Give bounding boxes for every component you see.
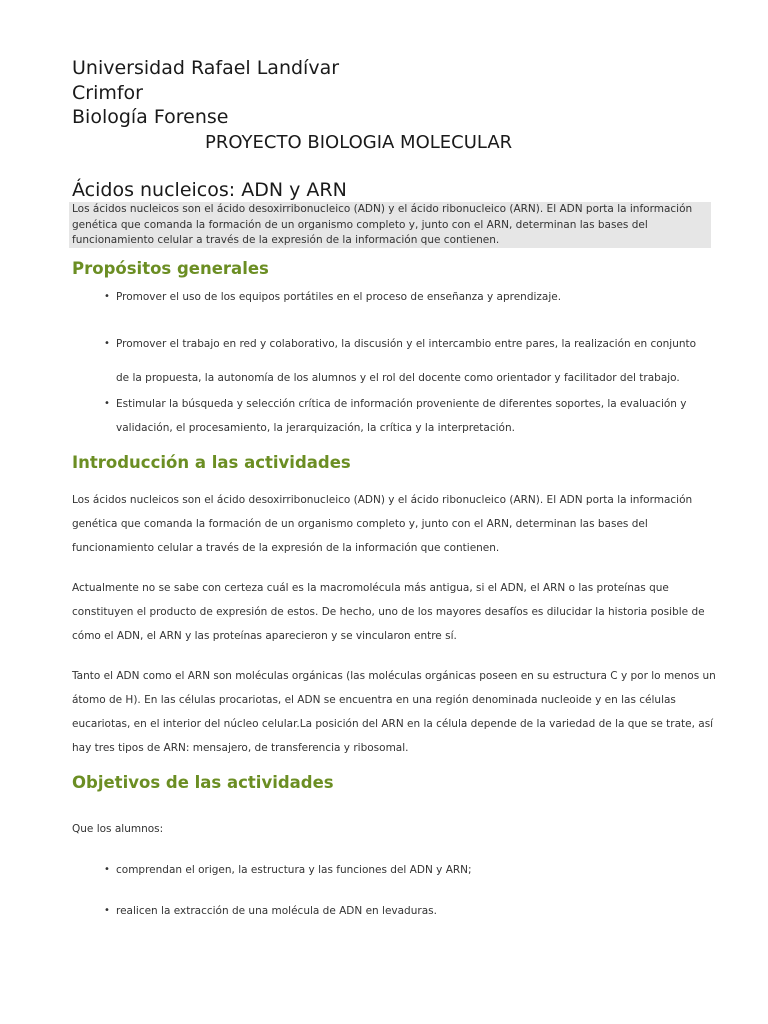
paragraph: Los ácidos nucleicos son el ácido desoxirribonucleico (ADN) y el ácido ribonucleico (ARN). El ADN porta la información genética que comanda la formación de un organismo completo y, junto con el ARN, determinan las bases del funcionamiento celular a través de la expresión de la información que contienen. — [72, 494, 693, 554]
list-item: • Estimular la búsqueda y selección crítica de información proveniente de diferentes soportes, la evaluación y validación, el procesamiento, la jerarquización, la crítica y la interpretación. — [104, 392, 704, 440]
list-item: • realicen la extracción de una molécula de ADN en levaduras. — [104, 899, 704, 923]
nucleic-acids-title: Ácidos nucleicos: ADN y ARN — [72, 179, 347, 201]
paragraph: Tanto el ADN como el ARN son moléculas orgánicas (las moléculas orgánicas poseen en su estructura C y por lo menos un átomo de H). En las células procariotas, el ADN se encuentra en una región denominada nucleoide y en las células eucariotas, en el interior del núcleo celular.La posición del ARN en la célula depende de la variedad de la que se trate, así hay tres tipos de ARN: mensajero, de transferencia y ribosomal. — [72, 670, 716, 754]
highlight-text: Los ácidos nucleicos son el ácido desoxirribonucleico (ADN) y el ácido ribonucleico (ARN). El ADN porta la información genética que comanda la formación de un organismo completo y, junto con el ARN, determinan las bases del funcionamiento celular a través de la expresión de la información que contienen. — [72, 203, 693, 246]
subject-name: Biología Forense — [72, 106, 229, 128]
list-item: • comprendan el origen, la estructura y las funciones del ADN y ARN; — [104, 858, 704, 882]
bullet-icon: • — [104, 905, 110, 916]
university-name: Universidad Rafael Landívar — [72, 57, 340, 79]
bullet-icon: • — [104, 291, 110, 302]
list-item: • Promover el trabajo en red y colaborativo, la discusión y el intercambio entre pares, la realización en conjunto de la propuesta, la autonomía de los alumnos y el rol del docente como orientador y facilitador del trabajo. — [104, 327, 704, 395]
list-item: • Promover el uso de los equipos portátiles en el proceso de enseñanza y aprendizaje. — [104, 285, 704, 309]
bullet-icon: • — [104, 864, 110, 875]
paragraph: Actualmente no se sabe con certeza cuál es la macromolécula más antigua, si el ADN, el ARN o las proteínas que constituyen el producto de expresión de estos. De hecho, uno de los mayores desafíos es dilucidar la historia posible de cómo el ADN, el ARN y las proteínas aparecieron y se vincularon entre sí. — [72, 582, 705, 642]
project-title: PROYECTO BIOLOGIA MOLECULAR — [205, 132, 513, 153]
objectives-lead: Que los alumnos: — [72, 823, 164, 835]
objectives-heading: Objetivos de las actividades — [72, 773, 334, 792]
bullet-icon: • — [104, 338, 110, 349]
bullet-icon: • — [104, 398, 110, 409]
course-name: Crimfor — [72, 82, 143, 104]
activities-intro-heading: Introducción a las actividades — [72, 453, 351, 472]
purposes-heading: Propósitos generales — [72, 259, 269, 278]
